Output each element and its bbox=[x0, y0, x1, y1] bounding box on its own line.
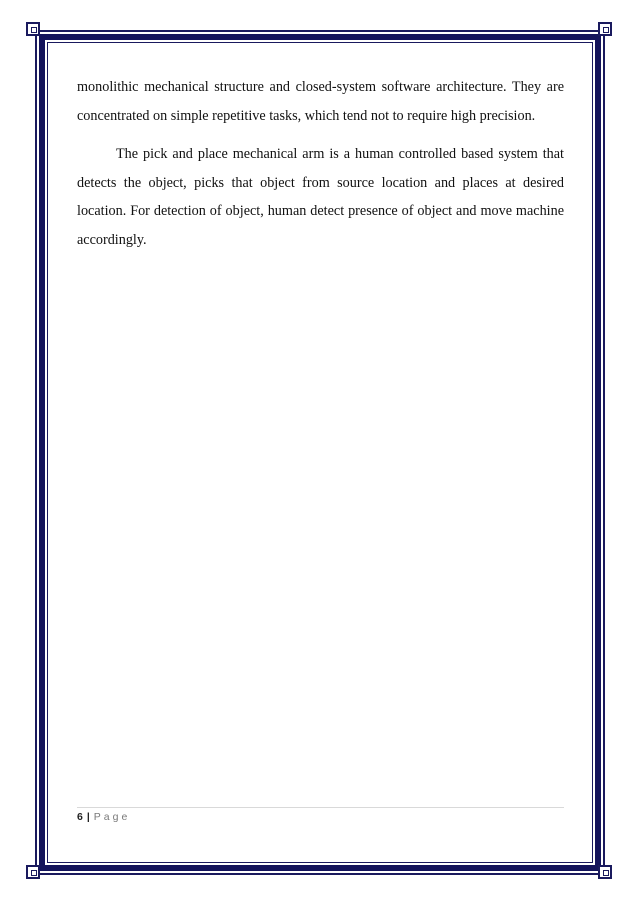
border-corner-ornament-bottom-left bbox=[26, 865, 40, 879]
border-corner-ornament-top-left bbox=[26, 22, 40, 36]
footer-separator: | bbox=[86, 811, 90, 823]
border-corner-ornament-bottom-right bbox=[598, 865, 612, 879]
page-label: Page bbox=[93, 811, 131, 823]
body-paragraph-pick-and-place: The pick and place mechanical arm is a human controlled based system that detects the object, picks that object from source location and places at desired location. For detection of object, human detect presence of object and move machine accordingly. bbox=[77, 146, 564, 248]
page-footer bbox=[77, 811, 130, 823]
body-paragraph-continued: monolithic mechanical structure and closed-system software architecture. They are concentrated on simple repetitive tasks, which tend not to require high precision. bbox=[77, 79, 564, 124]
page-body bbox=[77, 73, 564, 264]
border-corner-ornament-top-right bbox=[598, 22, 612, 36]
page-number: 6 bbox=[77, 811, 83, 823]
footer-rule bbox=[77, 807, 564, 808]
